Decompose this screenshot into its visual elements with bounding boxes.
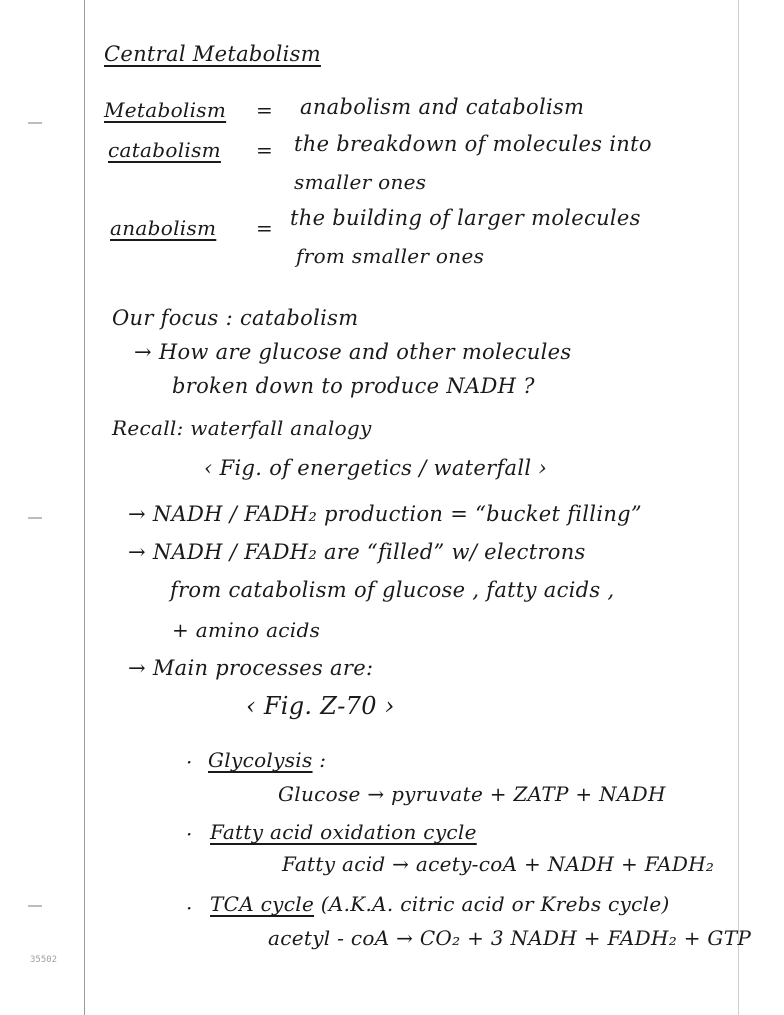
definition-catabolism-cont: smaller ones [294, 170, 427, 194]
figure-ref-z70: ‹ Fig. Z-70 › [246, 692, 395, 720]
process-suffix: (A.K.A. citric acid or Krebs cycle) [314, 892, 670, 916]
process-bullet-dot: · [186, 822, 193, 846]
process-bullet-dot: · [186, 896, 193, 920]
bullet-main-processes: → Main processes are: [128, 656, 374, 680]
bullet-filled-cont: from catabolism of glucose , fatty acids , [170, 578, 615, 602]
equals-sign: = [256, 138, 274, 162]
margin-line [84, 0, 85, 1015]
right-margin-line [738, 0, 739, 1015]
bullet-filled: → NADH / FADH₂ are “filled” w/ electrons [128, 540, 586, 564]
process-bullet-dot: · [186, 750, 193, 774]
focus-question-cont: broken down to produce NADH ? [172, 374, 535, 398]
process-fatty-acid [210, 820, 477, 844]
punch-mark [28, 122, 42, 124]
equals-sign: = [256, 98, 274, 122]
equals-sign: = [256, 216, 274, 240]
process-name: TCA cycle [210, 892, 315, 916]
punch-mark [28, 905, 42, 907]
definition-catabolism: the breakdown of molecules into [294, 132, 652, 156]
focus-heading: Our focus : catabolism [112, 306, 359, 330]
bullet-production: → NADH / FADH₂ production = “bucket filling” [128, 502, 642, 526]
process-name: Glycolysis [208, 748, 313, 772]
term-anabolism: anabolism [110, 216, 217, 240]
process-name: Fatty acid oxidation cycle [210, 820, 477, 844]
process-suffix: : [312, 748, 327, 772]
reaction-fatty-acid: Fatty acid → acety-coA + NADH + FADH₂ [282, 852, 715, 876]
page-stamp: 35502 [30, 955, 58, 965]
page-title: Central Metabolism [104, 42, 321, 66]
bullet-filled-cont2: + amino acids [172, 618, 321, 642]
term-metabolism: Metabolism [104, 98, 227, 122]
process-glycolysis [208, 748, 326, 772]
reaction-glycolysis: Glucose → pyruvate + ZATP + NADH [278, 782, 666, 806]
punch-mark [28, 517, 42, 519]
focus-question: → How are glucose and other molecules [134, 340, 572, 364]
definition-anabolism: the building of larger molecules [290, 206, 641, 230]
definition-anabolism-cont: from smaller ones [296, 244, 485, 268]
figure-ref-energetics: ‹ Fig. of energetics / waterfall › [204, 456, 548, 480]
process-tca [210, 892, 670, 916]
recall-line: Recall: waterfall analogy [112, 416, 372, 440]
term-catabolism: catabolism [108, 138, 221, 162]
reaction-tca: acetyl - coA → CO₂ + 3 NADH + FADH₂ + GTP [268, 926, 752, 950]
definition-metabolism: anabolism and catabolism [300, 95, 585, 119]
